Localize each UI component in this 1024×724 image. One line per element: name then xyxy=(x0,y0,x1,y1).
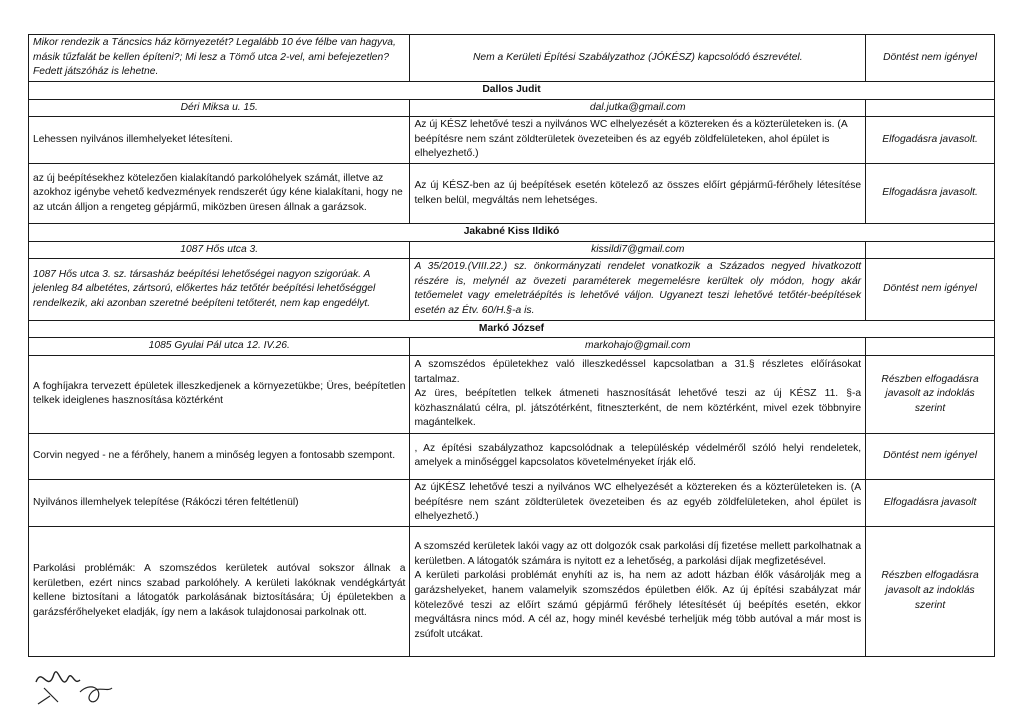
decision-cell: Elfogadásra javasolt. xyxy=(866,164,995,224)
table-row xyxy=(29,164,995,224)
empty-cell xyxy=(866,241,995,259)
request-cell: az új beépítésekhez kötelezően kialakítandó parkolóhelyek számát, illetve az azokhoz igénybe vehető kedvezmények rendszerét úgy kéne kialakítani, hogy ne az utcán álljon a rengeteg gépjármű, miközben üresen állnak a garázsok. xyxy=(29,164,410,224)
response-cell: A szomszédos épületekhez való illeszkedéssel kapcsolatban a 31.§ részletes előírásokat tartalmaz. Az üres, beépítetlen telkek átmeneti hasznosítását lehetővé teszi az új KÉSZ 11. §-a közhasználatú célra, pl. játszótérként, fitneszterként, de nem köztérként, mivel ezek többnyire magántelkek. xyxy=(410,355,866,433)
response-cell: Nem a Kerületi Építési Szabályzathoz (JÓKÉSZ) kapcsolódó észrevétel. xyxy=(410,35,866,82)
commenter-name: Jakabné Kiss Ildikó xyxy=(29,224,995,242)
decision-cell: Elfogadásra javasolt xyxy=(866,479,995,526)
response-cell: Az új KÉSZ-ben az új beépítések esetén kötelező az összes előírt gépjármű-férőhely létesítése telken belül, megváltás nem lehetséges. xyxy=(410,164,866,224)
table-row xyxy=(29,433,995,479)
request-cell: 1087 Hős utca 3. sz. társasház beépítési lehetőségei nagyon szigorúak. A jelenleg 84 albetétes, zártsorú, előkertes ház tetőtér beépítési lehetőséggel rendelkezik, aki azonban szeretné beépíteni tetőterét, nem kap engedélyt. xyxy=(29,259,410,320)
decision-cell: Részben elfogadásra javasolt az indoklás szerint xyxy=(866,355,995,433)
commenter-contact-row xyxy=(29,338,995,356)
commenter-address: Déri Miksa u. 15. xyxy=(29,99,410,117)
commenter-name: Markó József xyxy=(29,320,995,338)
table-row xyxy=(29,117,995,164)
decision-cell: Döntést nem igényel xyxy=(866,259,995,320)
response-cell: Az új KÉSZ lehetővé teszi a nyilvános WC elhelyezését a köztereken és a közterületeken is. (A beépítésre nem szánt zöldterületek övezeteiben és az egyéb zöldfelületeken, ahol épület is elhelyezhető.) xyxy=(410,117,866,164)
empty-cell xyxy=(866,338,995,356)
commenter-email: kissildi7@gmail.com xyxy=(410,241,866,259)
table-row xyxy=(29,259,995,320)
comments-table xyxy=(28,34,995,657)
response-cell: A szomszéd kerületek lakói vagy az ott dolgozók csak parkolási díj fizetése mellett parkolhatnak a kerületben. A látogatók számára is nyitott ez a lehetőség, a parkolási díjak megfizetésével. A kerületi parkolási problémát enyhíti az is, ha nem az adott házban élők vásárolják meg a garázshelyeket, hanem valamelyik szomszédos épületben élők. Az új építési szabályzat már kötelezővé teszi az előírt számú gépjármű férőhely létesítését új beépítés esetén, ekkor megváltásra nincs mód. A cél az, hogy minél kevésbé terheljük még több autóval a már most is zsúfolt utcákat. xyxy=(410,526,866,656)
commenter-email: dal.jutka@gmail.com xyxy=(410,99,866,117)
table-row xyxy=(29,479,995,526)
commenter-address: 1085 Gyulai Pál utca 12. IV.26. xyxy=(29,338,410,356)
decision-cell: Elfogadásra javasolt. xyxy=(866,117,995,164)
request-cell: Corvin negyed - ne a férőhely, hanem a minőség legyen a fontosabb szempont. xyxy=(29,433,410,479)
commenter-address: 1087 Hős utca 3. xyxy=(29,241,410,259)
request-cell: Lehessen nyilvános illemhelyeket létesíteni. xyxy=(29,117,410,164)
decision-cell: Döntést nem igényel xyxy=(866,35,995,82)
handwritten-signature-icon xyxy=(28,652,128,712)
decision-cell: Döntést nem igényel xyxy=(866,433,995,479)
commenter-name: Dallos Judit xyxy=(29,82,995,100)
response-cell: A 35/2019.(VIII.22.) sz. önkormányzati rendelet vonatkozik a Százados negyed hivatkozott részére is, melynél az övezeti paraméterek megemelésre kerültek oly módon, hogy akár tetőemelet vagy emeletráépítés is lehetővé váljon. Ugyanezt teszi lehetővé tetőtér-beépítések esetén az Étv. 60/H.§-a is. xyxy=(410,259,866,320)
commenter-name-row xyxy=(29,224,995,242)
commenter-name-row xyxy=(29,320,995,338)
request-cell: Mikor rendezik a Táncsics ház környezetét? Legalább 10 éve félbe van hagyva, másik tűzfalát be kellen építeni?; Mi lesz a Tömő utca 2-vel, ami befejezetlen? Fedett játszóház is lehetne. xyxy=(29,35,410,82)
empty-cell xyxy=(866,99,995,117)
commenter-contact-row xyxy=(29,99,995,117)
table-row xyxy=(29,35,995,82)
decision-cell: Részben elfogadásra javasolt az indoklás szerint xyxy=(866,526,995,656)
commenter-contact-row xyxy=(29,241,995,259)
request-cell: A foghíjakra tervezett épületek illeszkedjenek a környezetükbe; Üres, beépítetlen telkek ideiglenes hasznosítása köztérként xyxy=(29,355,410,433)
request-cell: Nyilvános illemhelyek telepítése (Rákóczi téren feltétlenül) xyxy=(29,479,410,526)
table-row xyxy=(29,355,995,433)
commenter-name-row xyxy=(29,82,995,100)
response-cell: , Az építési szabályzathoz kapcsolódnak a településkép védelméről szóló helyi rendeletek, amelyek a minőséggel kapcsolatos követelményeket írják elő. xyxy=(410,433,866,479)
request-cell: Parkolási problémák: A szomszédos kerületek autóval sokszor állnak a kerületben, ezért nincs szabad parkolóhely. A kerületi lakóknak vendégkártyát kellene biztosítani a látogatók parkolásának biztosítására; Új épületekben a garázsférőhelyeket eladják, így nem a lakások tulajdonosai parkolnak ott. xyxy=(29,526,410,656)
response-cell: Az újKÉSZ lehetővé teszi a nyilvános WC elhelyezését a köztereken és a közterületeken is. (A beépítésre nem szánt zöldterületek övezeteiben és az egyéb zöldfelületeken, ahol épület is elhelyezhető.) xyxy=(410,479,866,526)
table-row xyxy=(29,526,995,656)
commenter-email: markohajo@gmail.com xyxy=(410,338,866,356)
